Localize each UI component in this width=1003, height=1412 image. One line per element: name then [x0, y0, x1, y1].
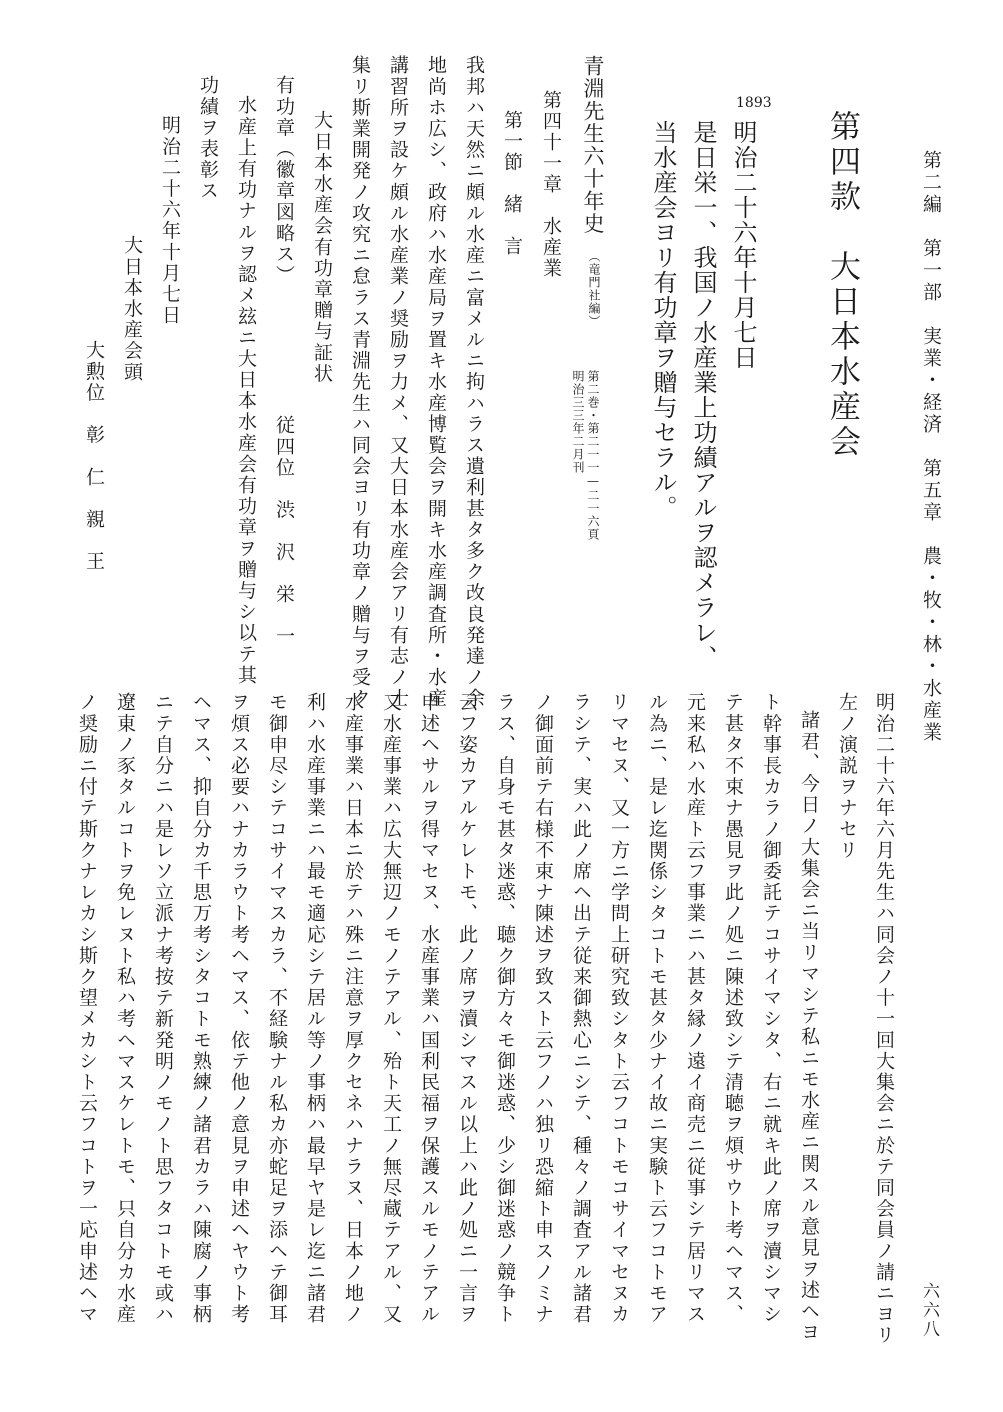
- source-body-line-3: 講習所ヲ設ケ頗ル水産業ノ奨励ヲ力メ、又大日本水産会アリ有志ノ士: [387, 55, 409, 710]
- speech-intro-line-2: 左ノ演説ヲナセリ: [836, 692, 858, 861]
- certificate-issuer-org: 大日本水産会頭: [121, 235, 143, 383]
- speech-line: リマセヌ、又一方ニ学問上研究致シタト云フコトモコサイマセヌカ: [608, 692, 630, 1325]
- chapter-heading: 第四十一章 水産業: [540, 90, 562, 279]
- certificate-recipient: 従四位 渋 沢 栄 一: [273, 415, 295, 648]
- event-summary-line-1: 是日栄一、我国ノ水産業上功績アルヲ認メラレ、: [689, 120, 717, 670]
- certificate-issuer-name: 大勲位 彰 仁 親 王: [83, 340, 105, 573]
- source-body-line-2: 地尚ホ広シ、政府ハ水産局ヲ置キ水産博覧会ヲ開キ水産調査所・水産: [425, 55, 447, 710]
- speech-line: ニテ自分ニハ是レソ立派ナ考按テ新発明ノモノト思フタコトモ或ハ: [152, 692, 174, 1325]
- speech-intro-line-1: 明治二十六年六月先生ハ同会ノ十一回大集会ニ於テ同会員ノ請ニヨリ: [873, 692, 895, 1347]
- event-summary-line-2: 当水産会ヨリ有功章ヲ贈与セラル。: [649, 120, 677, 520]
- source-ref-volume: 第二巻・第二一一—二一六頁: [586, 370, 600, 541]
- speech-line: 申述ヘサルヲ得マセヌ、水産事業ハ国利民福ヲ保護スルモノテアル: [418, 692, 440, 1325]
- section-title: 第四款 大日本水産会: [824, 110, 860, 460]
- speech-line: 云フ姿カアルケレトモ、此ノ席ヲ瀆シマスル以上ハ此ノ処ニ一言ヲ: [456, 692, 478, 1325]
- speech-line: ラシテ、実ハ此ノ席ヘ出テ従来御熱心ニシテ、種々ノ調査アル諸君: [570, 692, 592, 1325]
- year-note: 1893: [736, 95, 772, 111]
- speech-line: 又水産事業ハ広大無辺ノモノテアル、殆ト天工ノ無尽蔵テアル、又: [380, 692, 402, 1325]
- event-date: 明治二十六年十月七日: [729, 120, 757, 370]
- speech-line: ノ奨励ニ付テ斯クナレカシ斯ク望メカシト云フコトヲ一応申述ヘマ: [76, 692, 98, 1325]
- source-title: 青淵先生六十年史: [581, 55, 605, 235]
- speech-line: テ甚タ不束ナ愚見ヲ此ノ処ニ陳述致シテ清聴ヲ煩サウト考ヘマス、: [722, 692, 744, 1325]
- certificate-text-line-1: 水産上有功ナルヲ認メ玆ニ大日本水産会有功章ヲ贈与シ以テ其: [235, 95, 257, 686]
- speech-line: 元来私ハ水産ト云フ事業ニハ甚タ縁ノ遠イ商売ニ従事シテ居リマス: [684, 692, 706, 1325]
- speech-line: ノ御面前テ右様不束ナ陳述ヲ致スト云フノハ独リ恐縮ト申スノミナ: [532, 692, 554, 1325]
- source-body-line-4: 集リ斯業開発ノ攻究ニ怠ラス青淵先生ハ同会ヨリ有功章ノ贈与ヲ受ク: [349, 55, 371, 710]
- speech-line: ラス、自身モ甚タ迷惑、聴ク御方々モ御迷惑、少シ御迷惑ノ競争ト: [494, 692, 516, 1325]
- certificate-heading: 大日本水産会有功章贈与証状: [311, 110, 333, 385]
- speech-line: 遼東ノ豕タルコトヲ免レヌト私ハ考ヘマスケレトモ、只自分カ水産: [114, 692, 136, 1325]
- certificate-text-line-2: 功績ヲ表彰ス: [197, 75, 219, 202]
- source-ref-date: 明治三三年二月刊: [571, 370, 585, 474]
- speech-line: モ御申尽シテコサイマスカラ、不経験ナル私カ亦蛇足ヲ添ヘテ御耳: [266, 692, 288, 1325]
- speech-line: 利ハ水産事業ニハ最モ適応シテ居ル等ノ事柄ハ最早ヤ是レ迄ニ諸君: [304, 692, 326, 1325]
- running-header: 第二編 第一部 実業・経済 第五章 農・牧・林・水産業: [920, 150, 942, 744]
- speech-line: ト幹事長カラノ御委託テコサイマシタ、右ニ就キ此ノ席ヲ瀆シマシ: [760, 692, 782, 1325]
- page-number: 六六八: [919, 1282, 939, 1339]
- certificate-date: 明治二十六年十月七日: [159, 115, 181, 326]
- subsection-heading: 第一節 緒 言: [501, 110, 523, 257]
- speech-line: ヲ煩ス必要ハナカラウト考ヘマス、依テ他ノ意見ヲ申述ヘヤウト考: [228, 692, 250, 1325]
- source-body-line-1: 我邦ハ天然ニ頗ル水産ニ富メルニ拘ハラス遺利甚タ多ク改良発達ノ余: [463, 55, 485, 710]
- speech-line: 諸君、今日ノ大集会ニ当リマシテ私ニモ水産ニ関スル意見ヲ述ヘヨ: [798, 710, 820, 1343]
- source-publisher: （竜門社編）: [587, 250, 601, 328]
- speech-line: 水産事業ハ日本ニ於テハ殊ニ注意ヲ厚クセネハナラヌ、日本ノ地ノ: [342, 692, 364, 1325]
- certificate-medal: 有功章（徽章図略ス）: [273, 75, 295, 286]
- speech-line: ル為ニ、是レ迄関係シタコトモ甚タ少ナイ故ニ実験ト云フコトモア: [646, 692, 668, 1325]
- speech-line: ヘマス、抑自分カ千思万考シタコトモ熟練ノ諸君カラハ陳腐ノ事柄: [190, 692, 212, 1325]
